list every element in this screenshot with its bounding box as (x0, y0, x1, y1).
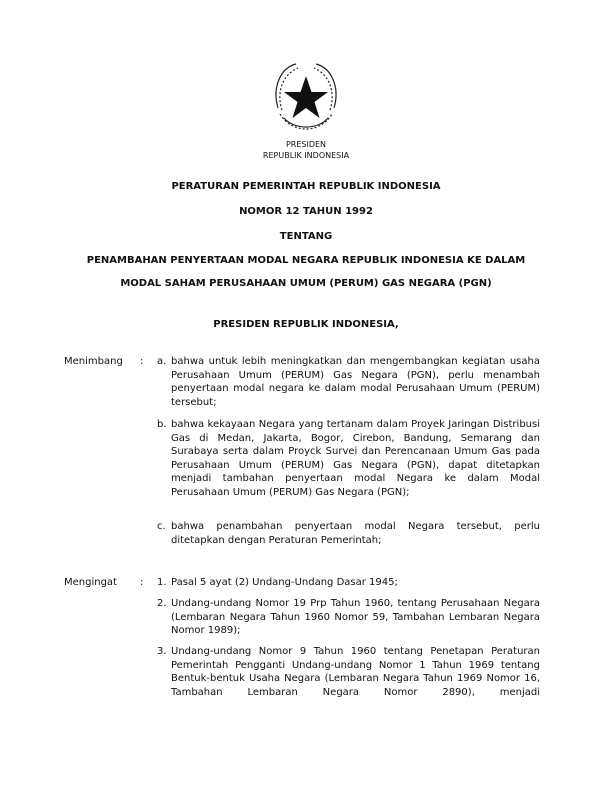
item-text: bahwa penambahan penyertaan modal Negara tersebut, perlu ditetapkan dengan Peraturan Pemerintah; (171, 521, 540, 546)
menimbang-colon: : (140, 356, 144, 367)
item-text: Pasal 5 ayat (2) Undang-Undang Dasar 1945; (171, 577, 398, 588)
garuda-emblem-icon (270, 58, 342, 136)
menimbang-item-b (157, 418, 540, 500)
item-number: 2. (157, 598, 167, 609)
header-presiden: PRESIDEN (285, 140, 327, 149)
item-text: Undang-undang Nomor 19 Prp Tahun 1960, tentang Perusahaan Negara (Lembaran Negara Tahun 1960 Nomor 59, Tambahan Lembaran Negara Nomor 1989); (171, 598, 540, 637)
item-number: c. (157, 521, 166, 532)
item-text: bahwa untuk lebih meningkatkan dan mengembangkan kegiatan usaha Perusahaan Umum (PERUM) Gas Negara (PGN), perlu menambah penyertaan modal negara ke dalam modal Perusahaan Umum (PERUM) tersebut; (171, 356, 540, 408)
mengingat-colon: : (140, 577, 144, 588)
regulation-tentang: TENTANG (279, 231, 333, 242)
president-line: PRESIDEN REPUBLIK INDONESIA, (213, 319, 399, 330)
item-text: Undang-undang Nomor 9 Tahun 1960 tentang Penetapan Peraturan Pemerintah Pengganti Undang-undang Nomor 1 Tahun 1969 tentang Bentuk-bentuk Usaha Negara (Lembaran Negara Tahun 1969 Nomor 16, Tambahan Lembaran Negara Nomor 2890), menjadi (171, 646, 540, 698)
mengingat-item-1 (157, 576, 540, 590)
regulation-number: NOMOR 12 TAHUN 1992 (239, 206, 373, 217)
menimbang-item-a (157, 355, 540, 409)
item-number: 1. (157, 577, 167, 588)
regulation-subject-line1: PENAMBAHAN PENYERTAAN MODAL NEGARA REPUBLIK INDONESIA KE DALAM (86, 255, 526, 266)
item-number: a. (157, 356, 167, 367)
menimbang-item-c (157, 520, 540, 547)
mengingat-item-3 (157, 645, 540, 699)
item-number: b. (157, 419, 167, 430)
menimbang-label: Menimbang (64, 356, 123, 367)
header-republik: REPUBLIK INDONESIA (262, 151, 350, 160)
regulation-title: PERATURAN PEMERINTAH REPUBLIK INDONESIA (171, 181, 441, 192)
regulation-subject-line2: MODAL SAHAM PERUSAHAAN UMUM (PERUM) GAS NEGARA (PGN) (120, 278, 492, 289)
mengingat-item-2 (157, 597, 540, 638)
item-text: bahwa kekayaan Negara yang tertanam dalam Proyek Jaringan Distribusi Gas di Medan, Jakarta, Bogor, Cirebon, Bandung, Semarang dan Surabaya serta dalam Proyck Survei dan Perencanaan Umum Gas pada Perusahaan Umum (PERUM) Gas Negara (PGN), dapat ditetapkan menjadi tambahan penyertaan modal Negara ke dalam Modal Perusahaan Umum (PERUM) Gas Negara (PGN); (171, 419, 540, 498)
mengingat-label: Mengingat (64, 577, 117, 588)
item-number: 3. (157, 646, 167, 657)
